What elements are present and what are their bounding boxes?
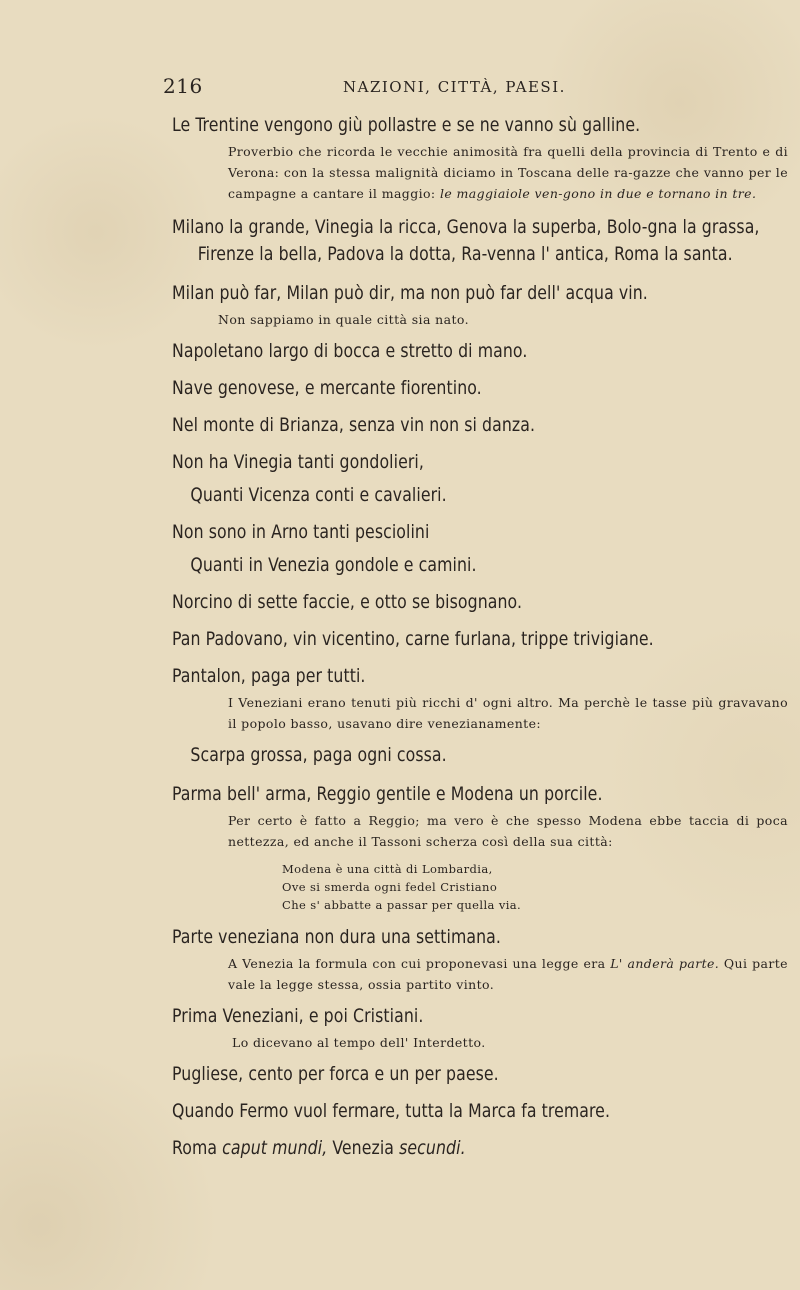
verse-line: Modena è una città di Lombardia, [282, 862, 493, 876]
proverb: Milano la grande, Vinegia la ricca, Genova la superba, Bolo-gna la grassa, Firenze la bella, Padova la dotta, Ra-venna l' antica, Roma la santa. [172, 216, 760, 265]
proverb-continuation: Quanti Vicenza conti e cavalieri. [190, 484, 447, 506]
proverb: Napoletano largo di bocca e stretto di mano. [172, 340, 528, 362]
proverb-note: Per certo è fatto a Reggio; ma vero è che spesso Modena ebbe taccia di poca nettezza, ed anche il Tassoni scherza così della sua città: [228, 813, 788, 849]
proverb: Milan può far, Milan può dir, ma non può far dell' acqua vin. [172, 282, 648, 304]
verse-line: Ove si smerda ogni fedel Cristiano [282, 880, 498, 894]
verse-line: Che s' abbatte a passar per quella via. [282, 898, 522, 912]
proverb: Scarpa grossa, paga ogni cossa. [190, 744, 447, 766]
proverb: Non sono in Arno tanti pesciolini [172, 521, 430, 543]
proverb-note: Non sappiamo in quale città sia nato. [218, 312, 469, 327]
proverb-note: Lo dicevano al tempo dell' Interdetto. [232, 1035, 486, 1050]
proverb: Pugliese, cento per forca e un per paese. [172, 1063, 499, 1085]
proverb: Roma caput mundi, Venezia secundi. [172, 1137, 466, 1159]
running-head: NAZIONI, CITTÀ, PAESI. [343, 78, 566, 96]
proverb: Non ha Vinegia tanti gondolieri, [172, 451, 424, 473]
proverb: Quando Fermo vuol fermare, tutta la Marca fa tremare. [172, 1100, 611, 1122]
proverb: Nel monte di Brianza, senza vin non si danza. [172, 414, 536, 436]
proverb-list [172, 112, 788, 1162]
proverb-note: Proverbio che ricorda le vecchie animosità fra quelli della provincia di Trento e di Verona: con la stessa malignità diciamo in Toscana delle ra-gazze che vanno per le campagne a cantare il maggio: le maggiaiole ven-gono in due e tornano in tre. [228, 144, 788, 201]
verse-quote [282, 860, 772, 914]
proverb: Parte veneziana non dura una settimana. [172, 926, 502, 948]
proverb-continuation: Quanti in Venezia gondole e camini. [190, 554, 477, 576]
proverb-note: A Venezia la formula con cui proponevasi una legge era L' anderà parte. Qui parte vale la legge stessa, ossia partito vinto. [228, 956, 788, 992]
proverb: Pantalon, paga per tutti. [172, 665, 366, 687]
proverb-note: I Veneziani erano tenuti più ricchi d' ogni altro. Ma perchè le tasse più gravavano il popolo basso, usavano dire venezianamente: [228, 695, 788, 731]
proverb: Norcino di sette faccie, e otto se bisognano. [172, 591, 523, 613]
page-header [163, 74, 763, 104]
proverb: Prima Veneziani, e poi Cristiani. [172, 1005, 424, 1027]
proverb: Nave genovese, e mercante fiorentino. [172, 377, 482, 399]
proverb: Parma bell' arma, Reggio gentile e Modena un porcile. [172, 783, 603, 805]
page-number: 216 [163, 74, 203, 98]
proverb: Le Trentine vengono giù pollastre e se ne vanno sù galline. [172, 114, 641, 136]
proverb: Pan Padovano, vin vicentino, carne furlana, trippe trivigiane. [172, 628, 654, 650]
